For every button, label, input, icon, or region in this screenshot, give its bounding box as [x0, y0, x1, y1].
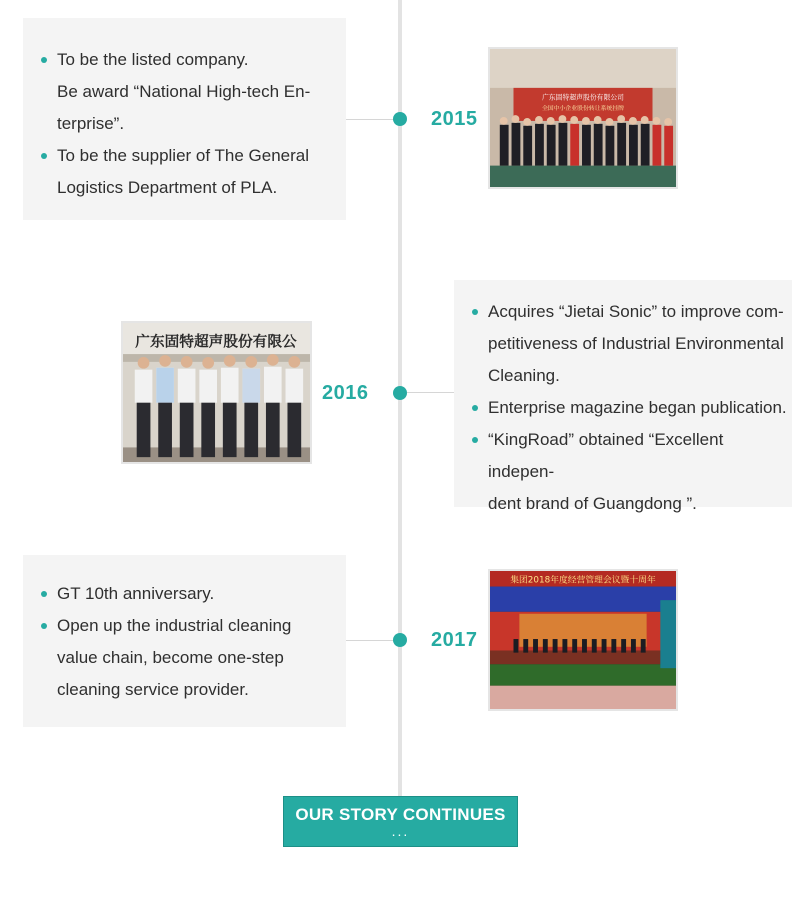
- timeline-card-2016: [454, 280, 792, 513]
- list-item: GT 10th anniversary.: [23, 578, 346, 610]
- cta-label: OUR STORY CONTINUES: [295, 805, 506, 824]
- list-item: Open up the industrial cleaning value chain, become one-step cleaning service provider.: [23, 610, 346, 706]
- connector-line: [346, 119, 394, 120]
- list-item: To be the supplier of The General Logistics Department of PLA.: [23, 140, 346, 204]
- event-photo-2015[interactable]: [488, 47, 678, 189]
- year-label-2016: 2016: [322, 382, 369, 404]
- connector-line: [407, 392, 455, 393]
- timeline-card-2017: [23, 555, 346, 727]
- event-photo-2016[interactable]: [121, 321, 312, 464]
- list-item: To be the listed company. Be award “National High-tech En- terprise”.: [23, 44, 346, 140]
- year-label-2017: 2017: [431, 629, 478, 651]
- wall-sign-text: 广东固特超声股份有限公: [135, 333, 297, 351]
- banner-text: 广东固特超声股份有限公司: [541, 93, 625, 102]
- timeline-dot-2015: [393, 112, 407, 126]
- list-item: Enterprise magazine began publication.: [454, 392, 792, 424]
- hall-banner-text: 集团2018年度经营管理会议暨十周年: [510, 575, 656, 586]
- cta-dots: ...: [391, 823, 410, 839]
- timeline-dot-2016: [393, 386, 407, 400]
- connector-line: [346, 640, 394, 641]
- list-item: “KingRoad” obtained “Excellent indepen- dent brand of Guangdong ”.: [454, 424, 792, 520]
- timeline-dot-2017: [393, 633, 407, 647]
- our-story-continues-button[interactable]: [283, 796, 518, 847]
- banner-subtext: 全国中小企业股份转让系统挂牌: [541, 106, 625, 113]
- list-item: Acquires “Jietai Sonic” to improve com- petitiveness of Industrial Environmental Cleaning.: [454, 296, 792, 392]
- year-label-2015: 2015: [431, 108, 478, 130]
- event-photo-2017[interactable]: [488, 569, 678, 711]
- timeline-card-2015: [23, 18, 346, 220]
